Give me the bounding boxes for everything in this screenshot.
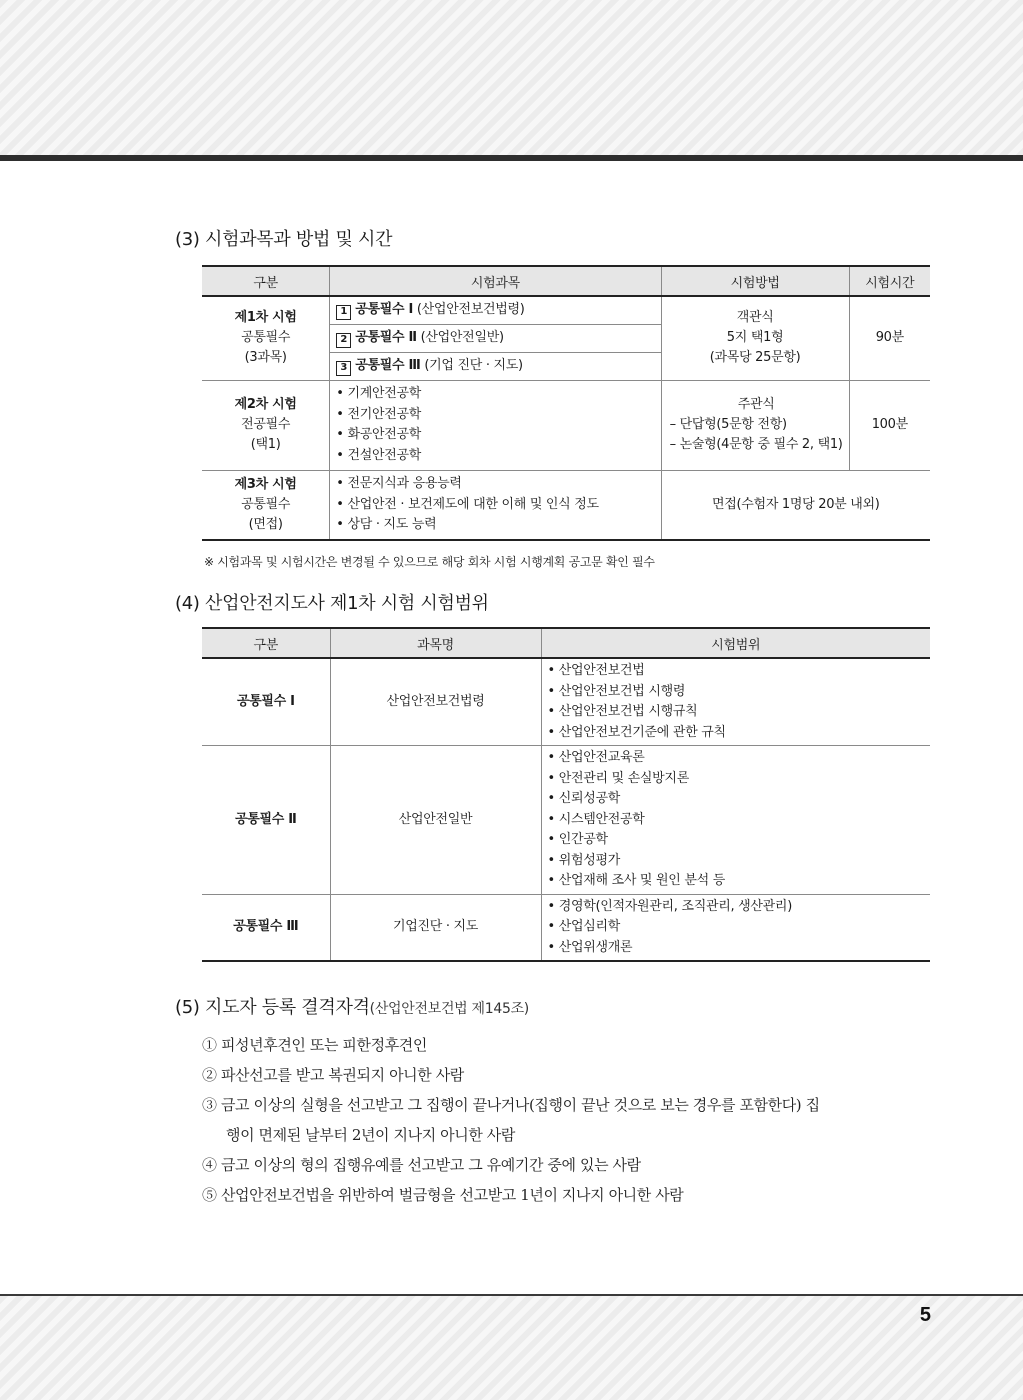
row3-category-sub1: 공통필수 xyxy=(241,496,291,512)
subject-bold: 공통필수 Ⅲ xyxy=(355,358,421,373)
list-item: • 산업재해 조사 및 원인 분석 등 xyxy=(548,871,925,892)
method-line: 5지 택1형 xyxy=(726,330,784,346)
method-line: 객관식 xyxy=(736,310,774,326)
table-header-row xyxy=(202,266,930,296)
section4-title: (4) 산업안전지도사 제1차 시험 시험범위 xyxy=(175,593,489,614)
list-item: • 상담 · 지도 능력 xyxy=(336,515,654,536)
header-category: 구분 xyxy=(202,266,330,296)
list-item: • 화공안전공학 xyxy=(336,425,654,446)
list-item: • 산업안전보건법 xyxy=(548,661,925,682)
scope-row3-category: 공통필수 Ⅲ xyxy=(202,894,330,961)
row1-subject-2 xyxy=(330,324,661,352)
method-line: (과목당 25문항) xyxy=(709,350,801,366)
top-hatch-band xyxy=(0,0,1023,155)
top-rule xyxy=(0,155,1023,161)
row1-method xyxy=(661,296,849,380)
bottom-hatch-band xyxy=(0,1296,1023,1400)
list-item: • 산업안전보건법 시행령 xyxy=(548,682,925,703)
section5-title-main: (5) 지도자 등록 결격자격 xyxy=(175,997,370,1018)
row2-subjects xyxy=(330,380,661,470)
row1-time: 90분 xyxy=(849,296,930,380)
scope-row3-subject: 기업진단 · 지도 xyxy=(330,894,541,961)
scope-row2-list xyxy=(541,746,930,895)
row1-category-title: 제1차 시험 xyxy=(234,310,297,326)
list-item: ④ 금고 이상의 형의 집행유예를 선고받고 그 유예기간 중에 있는 사람 xyxy=(202,1156,641,1174)
row1-category-sub2: (3과목) xyxy=(244,350,287,366)
scope-row1-list xyxy=(541,658,930,746)
table-row xyxy=(202,380,930,470)
section3-title: (3) 시험과목과 방법 및 시간 xyxy=(175,229,393,250)
exam-scope-table xyxy=(202,627,930,962)
list-item: • 산업안전보건기준에 관한 규칙 xyxy=(548,723,925,744)
table-header-row xyxy=(202,628,930,658)
subject-rest: (기업 진단 · 지도) xyxy=(424,358,523,373)
list-item: • 인간공학 xyxy=(548,830,925,851)
exam-schedule-table xyxy=(202,265,930,541)
header-scope: 시험범위 xyxy=(541,628,930,658)
subject-rest: (산업안전보건법령) xyxy=(416,302,525,318)
row3-category-title: 제3차 시험 xyxy=(234,476,297,492)
method-line: – 논술형(4문항 중 필수 2, 택1) xyxy=(669,437,843,452)
list-item: • 시스템안전공학 xyxy=(548,810,925,831)
table-row xyxy=(202,296,930,324)
scope-row2-subject: 산업안전일반 xyxy=(330,746,541,895)
list-item: • 건설안전공학 xyxy=(336,446,654,467)
list-item: • 기계안전공학 xyxy=(336,384,654,405)
subject-rest: (산업안전일반) xyxy=(420,330,504,345)
subject-number-box: 2 xyxy=(336,333,351,348)
table-row xyxy=(202,658,930,746)
header-subject: 시험과목 xyxy=(330,266,661,296)
row1-category-sub1: 공통필수 xyxy=(241,330,291,346)
table-row xyxy=(202,470,930,540)
list-item: • 산업위생개론 xyxy=(548,938,925,959)
exam-note: ※ 시험과목 및 시험시간은 변경될 수 있으므로 해당 회차 시험 시행계획 공고문 확인 필수 xyxy=(204,555,655,569)
row1-subject-3 xyxy=(330,352,661,380)
section5-title xyxy=(175,993,529,1019)
list-item: • 산업안전교육론 xyxy=(548,748,925,769)
row3-category-sub2: (면접) xyxy=(248,516,283,532)
list-item: ① 피성년후견인 또는 피한정후견인 xyxy=(202,1036,427,1054)
header-method: 시험방법 xyxy=(661,266,849,296)
row2-category-sub1: 전공필수 xyxy=(241,417,291,432)
row3-subjects xyxy=(330,470,661,540)
list-item: ⑤ 산업안전보건법을 위반하여 벌금형을 선고받고 1년이 지나지 아니한 사람 xyxy=(202,1186,684,1204)
header-time: 시험시간 xyxy=(849,266,930,296)
subject-number-box: 3 xyxy=(336,361,351,376)
row2-category xyxy=(202,380,330,470)
page-number: 5 xyxy=(919,1304,931,1326)
row2-category-title: 제2차 시험 xyxy=(234,397,297,412)
list-item: • 산업심리학 xyxy=(548,917,925,938)
list-item: • 신뢰성공학 xyxy=(548,789,925,810)
list-item: • 전기안전공학 xyxy=(336,405,654,426)
list-item: • 전문지식과 응용능력 xyxy=(336,474,654,495)
table-row xyxy=(202,746,930,895)
header-category: 구분 xyxy=(202,628,330,658)
list-item: • 산업안전보건법 시행규칙 xyxy=(548,702,925,723)
list-item: • 위험성평가 xyxy=(548,851,925,872)
row2-category-sub2: (택1) xyxy=(250,437,281,452)
row3-category xyxy=(202,470,330,540)
scope-row3-list xyxy=(541,894,930,961)
list-item: • 안전관리 및 손실방지론 xyxy=(548,769,925,790)
row1-subject-1 xyxy=(330,296,661,324)
subject-bold: 공통필수 Ⅰ xyxy=(355,302,414,318)
table-row xyxy=(202,894,930,961)
scope-row2-category: 공통필수 Ⅱ xyxy=(202,746,330,895)
list-item-continuation: 행이 면제된 날부터 2년이 지나지 아니한 사람 xyxy=(226,1126,515,1144)
row2-method xyxy=(661,380,849,470)
section5-title-reference: (산업안전보건법 제145조) xyxy=(369,1001,529,1017)
row3-method: 면접(수험자 1명당 20분 내외) xyxy=(661,470,930,540)
list-item: ③ 금고 이상의 실형을 선고받고 그 집행이 끝나거나(집행이 끝난 것으로 보는 경우를 포함한다) 집 xyxy=(202,1096,820,1114)
list-item: • 산업안전 · 보건제도에 대한 이해 및 인식 정도 xyxy=(336,495,654,516)
disqualification-list xyxy=(202,1030,942,1210)
subject-bold: 공통필수 Ⅱ xyxy=(355,330,417,345)
row1-category xyxy=(202,296,330,380)
row2-time: 100분 xyxy=(849,380,930,470)
list-item: • 경영학(인적자원관리, 조직관리, 생산관리) xyxy=(548,897,925,918)
list-item: ② 파산선고를 받고 복권되지 아니한 사람 xyxy=(202,1066,464,1084)
scope-row1-category: 공통필수 Ⅰ xyxy=(202,658,330,746)
scope-row1-subject: 산업안전보건법령 xyxy=(330,658,541,746)
method-line: – 단답형(5문항 전항) xyxy=(669,417,787,432)
subject-number-box: 1 xyxy=(336,305,351,320)
method-line: 주관식 xyxy=(737,397,775,412)
header-subject-name: 과목명 xyxy=(330,628,541,658)
